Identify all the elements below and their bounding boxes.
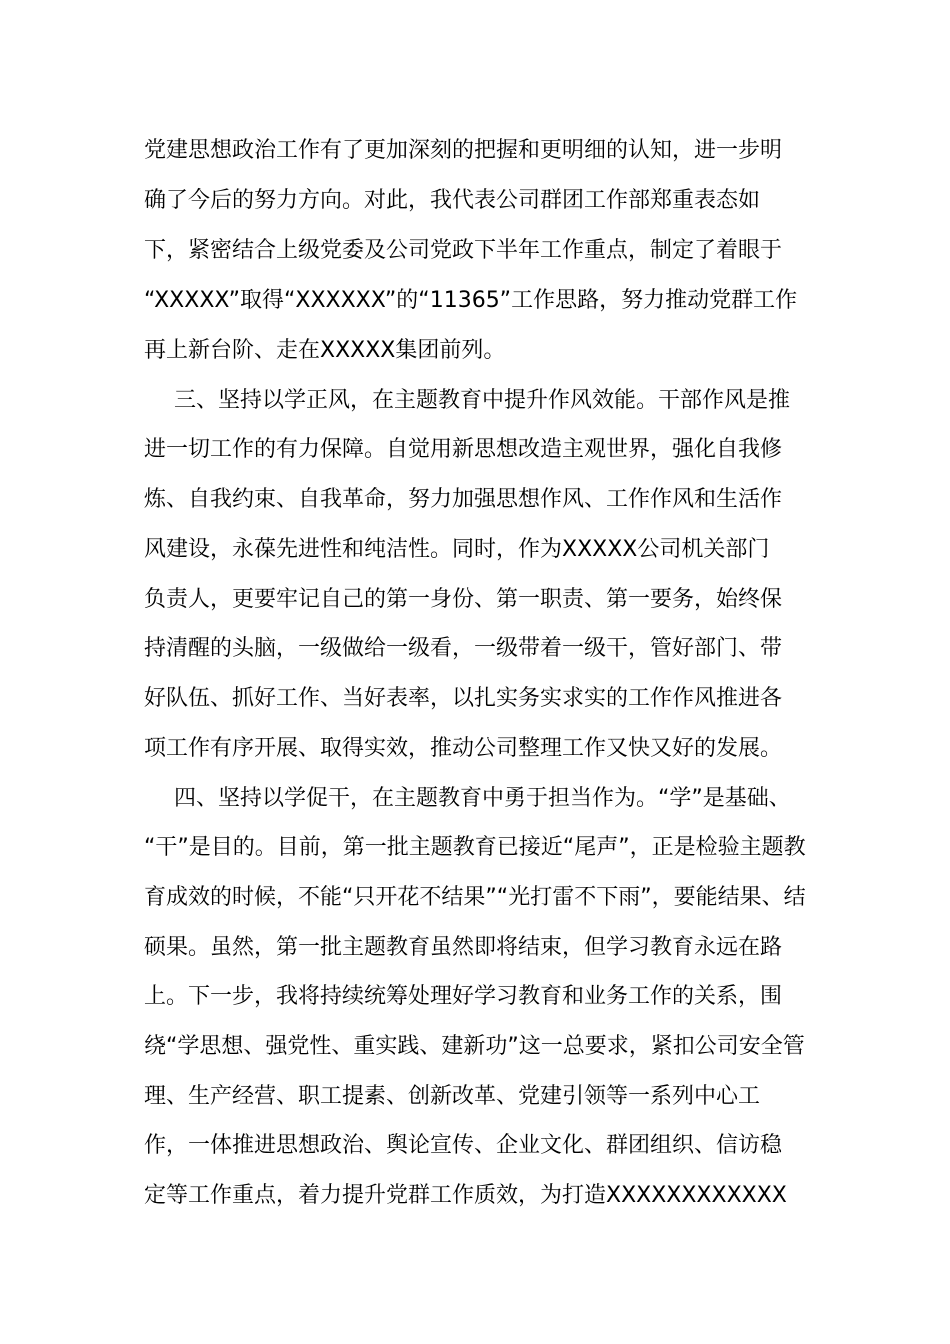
paragraph-start-line: 四、坚持以学促干，在主题教育中勇于担当作为。“学”是基础、 [174,786,791,811]
text-line: 理、生产经营、职工提素、创新改革、党建引领等一系列中心工 [144,1084,761,1109]
text-line: 项工作有序开展、取得实效，推动公司整理工作又快又好的发展。 [144,736,783,761]
text-line: 负责人，更要牢记自己的第一身份、第一职责、第一要务，始终保 [144,587,783,612]
text-line: 风建设，永葆先进性和纯洁性。同时，作为XXXXX公司机关部门 [144,537,770,562]
text-line: 上。下一步，我将持续统筹处理好学习教育和业务工作的关系，围 [144,984,783,1009]
text-line: 党建思想政治工作有了更加深刻的把握和更明细的认知，进一步明 [144,138,783,163]
text-line: 好队伍、抓好工作、当好表率，以扎实务实求实的工作作风推进各 [144,686,783,711]
text-line: “XXXXX”取得“XXXXXX”的“11365”工作思路，努力推动党群工作 [144,288,798,313]
text-line: 硕果。虽然，第一批主题教育虽然即将结束，但学习教育永远在路 [144,935,783,960]
text-line: 作，一体推进思想政治、舆论宣传、企业文化、群团组织、信访稳 [144,1133,783,1158]
text-line: 确了今后的努力方向。对此，我代表公司群团工作部郑重表态如 [144,188,761,213]
text-line: 定等工作重点，着力提升党群工作质效，为打造XXXXXXXXXXXX [144,1183,787,1208]
text-line: 下，紧密结合上级党委及公司党政下半年工作重点，制定了着眼于 [144,238,783,263]
text-line: 进一切工作的有力保障。自觉用新思想改造主观世界，强化自我修 [144,437,783,462]
text-line: 持清醒的头脑，一级做给一级看，一级带着一级干，管好部门、带 [144,636,783,661]
text-line: 绕“学思想、强党性、重实践、建新功”这一总要求，紧扣公司安全管 [144,1034,805,1059]
text-line: “干”是目的。目前，第一批主题教育已接近“尾声”，正是检验主题教 [144,835,806,860]
paragraph-start-line: 三、坚持以学正风，在主题教育中提升作风效能。干部作风是推 [174,388,791,413]
text-line: 育成效的时候，不能“只开花不结果”“光打雷不下雨”，要能结果、结 [144,885,806,910]
text-line: 再上新台阶、走在XXXXX集团前列。 [144,338,506,363]
text-line: 炼、自我约束、自我革命，努力加强思想作风、工作作风和生活作 [144,487,783,512]
